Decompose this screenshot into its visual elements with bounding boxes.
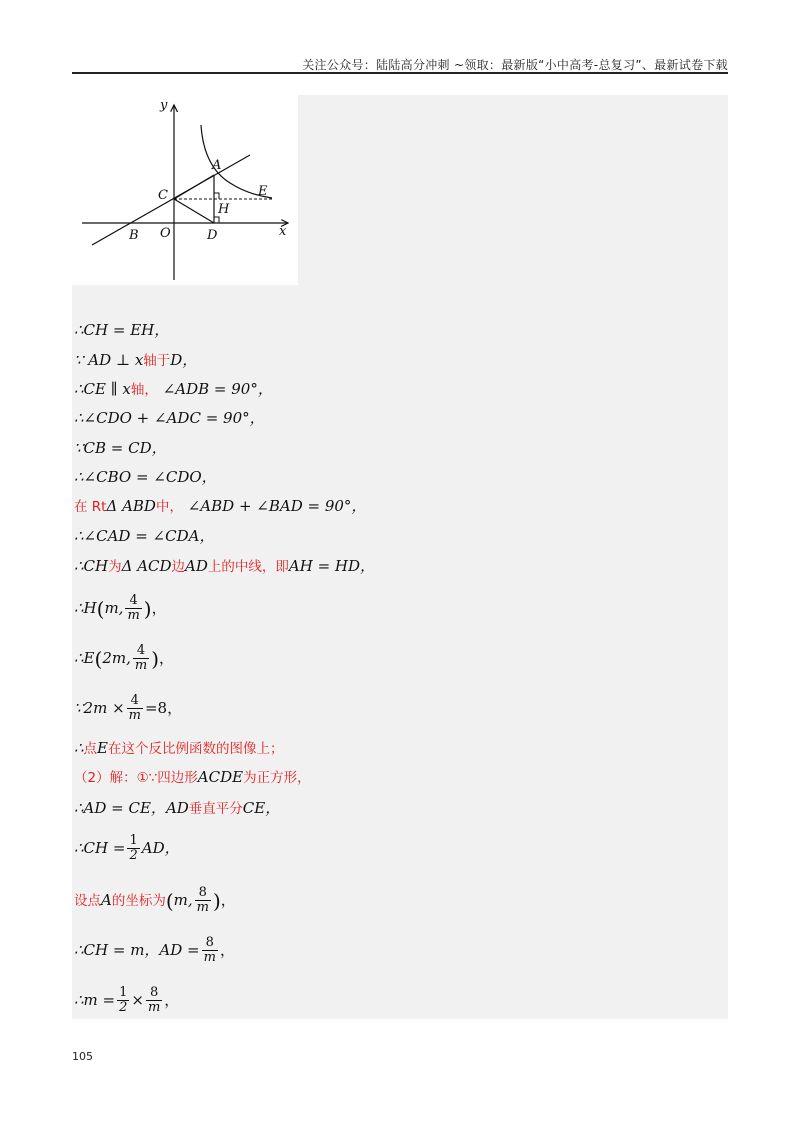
fraction-denominator: m [196, 900, 209, 916]
fraction [125, 594, 141, 624]
math-text: ∴H [74, 598, 97, 617]
red-text: 轴， [130, 382, 158, 398]
label-o: O [160, 226, 171, 241]
fraction-denominator: 2 [129, 848, 138, 864]
fraction [133, 644, 149, 674]
line-10: ∴H(m, $\frac{4}{m}$ )， [74, 593, 167, 624]
fraction-denominator: m [203, 950, 216, 966]
math-text: ∴∠CAD = ∠CDA， [74, 527, 215, 545]
math-text: ， [159, 648, 175, 667]
fraction-denominator: m [134, 658, 148, 674]
red-text: 设点 [74, 892, 101, 909]
line-ba [92, 155, 250, 245]
fraction-numerator: 1 [129, 833, 138, 848]
line-6 [74, 467, 217, 487]
label-x: x [279, 224, 287, 239]
line-19 [74, 986, 179, 1016]
label-d: D [207, 228, 218, 243]
math-text: Δ ABD [106, 497, 156, 515]
label-c: C [158, 188, 168, 203]
header-rule [72, 72, 728, 74]
red-text: 点 [83, 741, 98, 757]
math-text: ∴m = [74, 990, 116, 1009]
math-text: ACDE [197, 768, 244, 786]
math-text: CE， [242, 799, 281, 817]
line-9 [74, 556, 375, 577]
math-text: m, [173, 890, 193, 909]
math-text: AD， [141, 838, 180, 857]
math-text: ∠ADB = 90°， [162, 380, 273, 398]
math-text: A [101, 890, 112, 909]
line-16 [74, 834, 180, 864]
math-text: 2m, [102, 648, 131, 667]
red-text: （2）解：①∵四边形 [74, 770, 198, 786]
math-text: ∴∠CDO + ∠ADC = 90°， [74, 409, 265, 427]
fraction [202, 936, 218, 966]
math-text: ∴CE ∥ x [74, 380, 131, 398]
right-angle-d [214, 217, 219, 223]
label-e: E [258, 184, 268, 199]
right-angle-h [214, 193, 219, 199]
math-text: ∴CH = EH， [74, 321, 170, 339]
segment-cd [174, 199, 214, 223]
math-text: ， [151, 598, 167, 617]
page-header: 关注公众号：陆陆高分冲刺 ~领取：最新版“小中高考-总复习”、最新试卷下载 [302, 58, 728, 72]
red-text: 的坐标为 [111, 892, 166, 909]
page-number: 105 [72, 1050, 93, 1063]
segment-ca [174, 175, 214, 199]
red-text: 在这个反比例函数的图像上； [108, 741, 284, 757]
line-3 [74, 379, 273, 400]
fraction [127, 834, 139, 864]
math-text: Δ ACD [121, 557, 172, 575]
math-text: ∵CB = CD， [74, 439, 167, 457]
red-text: 边 [171, 559, 186, 575]
fraction [127, 694, 143, 724]
math-text: × [131, 990, 144, 1009]
red-text: 为正方形， [243, 770, 311, 786]
fraction-numerator: 4 [125, 594, 141, 609]
math-text: =8， [144, 698, 183, 717]
math-text: AD [165, 799, 189, 817]
label-b: B [129, 228, 139, 243]
fraction-denominator: m [127, 608, 140, 624]
fraction-numerator: 4 [127, 694, 143, 709]
math-text: ， [164, 990, 180, 1009]
red-text: 在 Rt [74, 499, 107, 515]
math-text: E [97, 739, 108, 757]
math-text: ∴ [74, 739, 84, 757]
line-14 [74, 767, 311, 788]
line-13 [74, 738, 284, 759]
red-text: 轴于 [143, 353, 171, 369]
label-h: H [218, 202, 230, 217]
math-text: ∵2m × [74, 698, 125, 717]
fraction [195, 886, 211, 916]
red-text: 为 [108, 559, 122, 575]
math-text: ∵ AD ⊥ x [74, 351, 144, 369]
line-18 [74, 936, 235, 966]
fraction-numerator: 8 [202, 936, 218, 951]
fraction-denominator: m [128, 708, 141, 724]
math-text: ∴AD = CE， [74, 799, 166, 817]
math-text: ， [219, 940, 235, 959]
figure-svg [72, 95, 298, 285]
red-text: 上的中线，即 [207, 559, 289, 575]
line-15 [74, 798, 280, 819]
line-8 [74, 526, 214, 546]
math-text: ∴CH = [74, 838, 126, 857]
fraction [117, 986, 129, 1016]
line-17: 设点A的坐标为(m, $\frac{8}{m}$ )， [74, 885, 236, 916]
fraction-numerator: 4 [133, 644, 149, 659]
line-2 [74, 350, 197, 371]
coordinate-figure [72, 95, 298, 285]
label-a: A [212, 158, 222, 173]
line-4 [74, 408, 265, 428]
math-text: m, [104, 598, 124, 617]
line-1 [74, 320, 169, 340]
line-11: ∴E(2m, $\frac{4}{m}$ )， [74, 643, 175, 674]
fraction [146, 986, 162, 1016]
line-7 [74, 496, 366, 517]
math-text: ∴∠CBO = ∠CDO， [74, 468, 217, 486]
label-y: y [160, 98, 168, 113]
fraction-numerator: 8 [195, 886, 211, 901]
math-text: ∴E [74, 648, 95, 667]
line-5 [74, 438, 167, 458]
red-text: 垂直平分 [188, 801, 243, 817]
fraction-numerator: 8 [146, 986, 162, 1001]
math-text: D， [170, 351, 198, 369]
math-text: ∴CH = m，AD = [74, 940, 200, 959]
math-text: ， [220, 890, 236, 909]
math-text: AD [185, 557, 208, 575]
math-text: AH = HD， [288, 557, 376, 575]
fraction-numerator: 1 [119, 985, 128, 1000]
fraction-denominator: 2 [119, 1000, 128, 1016]
math-text: ∠ABD + ∠BAD = 90°， [187, 497, 367, 515]
fraction-denominator: m [147, 1000, 161, 1016]
line-12 [74, 694, 182, 724]
red-text: 中， [155, 499, 183, 515]
math-text: ∴CH [74, 557, 109, 575]
